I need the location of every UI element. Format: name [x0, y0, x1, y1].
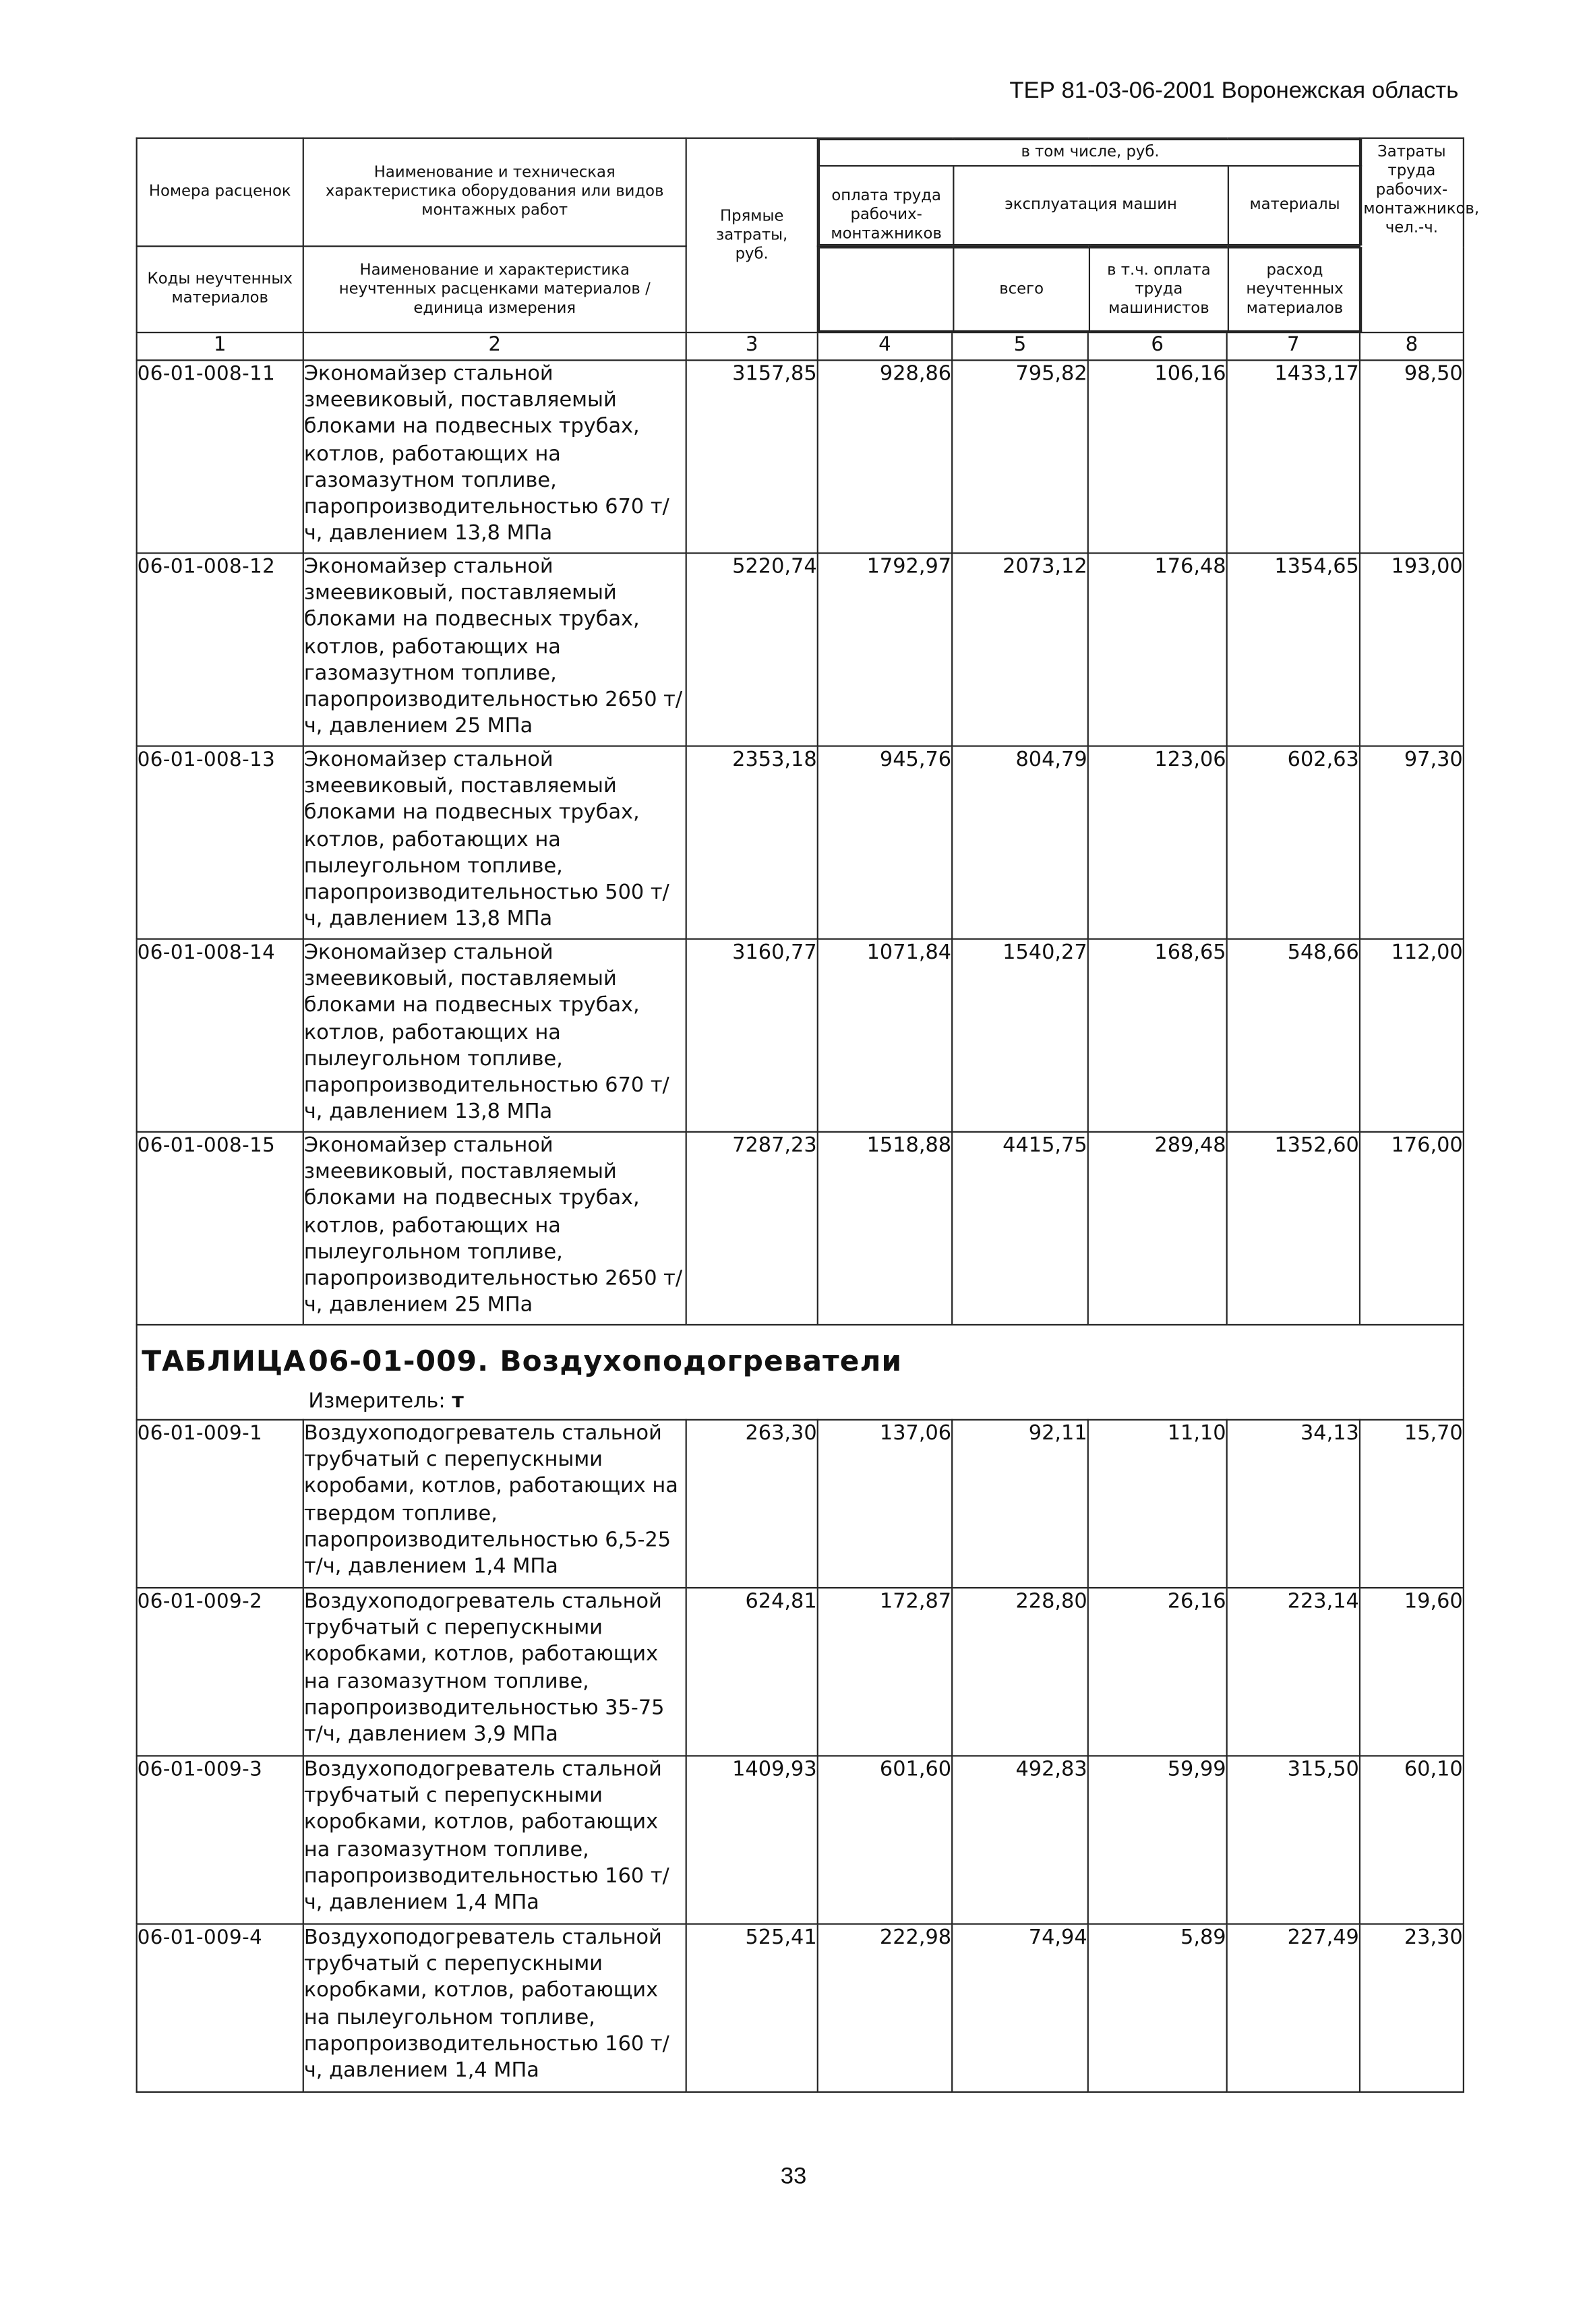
materials-cost: 602,63: [1227, 746, 1360, 939]
col1-bottom-header: Коды неучтенных материалов: [137, 246, 303, 332]
page-number: 33: [780, 2164, 807, 2190]
materials-cost: 1433,17: [1227, 360, 1360, 553]
materials-cost: 227,49: [1227, 1924, 1360, 2092]
column-number: 7: [1227, 332, 1360, 360]
table-header: [137, 138, 1480, 332]
rate-code: 06-01-009-3: [137, 1756, 303, 1924]
labor-hours: 19,60: [1360, 1588, 1464, 1756]
column-number: 4: [818, 332, 952, 360]
materials-cost: 34,13: [1227, 1420, 1360, 1588]
table-row: [137, 1132, 1464, 1325]
column-number: 2: [303, 332, 686, 360]
direct-cost: 624,81: [686, 1588, 818, 1756]
col2-bottom-header: Наименование и характеристика неучтенных расценками материалов / единица измерения: [303, 246, 686, 332]
machines-total: 804,79: [952, 746, 1088, 939]
machinist-labor: 59,99: [1088, 1756, 1227, 1924]
labor-cost: 1071,84: [818, 939, 952, 1132]
column-number: 6: [1088, 332, 1227, 360]
machines-total: 4415,75: [952, 1132, 1088, 1325]
table-title: Воздухоподогреватели: [500, 1344, 903, 1379]
measure-row: [137, 1387, 1464, 1420]
rate-code: 06-01-008-13: [137, 746, 303, 939]
machines-header: эксплуатация машин: [953, 166, 1228, 245]
table-label: ТАБЛИЦА: [142, 1344, 307, 1379]
labor-cost: 137,06: [818, 1420, 952, 1588]
included-group-header: [818, 138, 1360, 246]
materials-cost: 1352,60: [1227, 1132, 1360, 1325]
materials-cost: 1354,65: [1227, 553, 1360, 746]
labor-hours: 176,00: [1360, 1132, 1464, 1325]
column-number: 8: [1360, 332, 1464, 360]
machinist-labor: 289,48: [1088, 1132, 1227, 1325]
materials-header: материалы: [1228, 166, 1361, 245]
materials-cost: 315,50: [1227, 1756, 1360, 1924]
rate-code: 06-01-008-11: [137, 360, 303, 553]
table-row: [137, 1756, 1464, 1924]
machinist-labor: 123,06: [1088, 746, 1227, 939]
measure-unit: т: [452, 1390, 464, 1414]
rate-code: 06-01-009-1: [137, 1420, 303, 1588]
table-row: [137, 553, 1464, 746]
col6-header: в т.ч. оплата труда машинистов: [1089, 247, 1228, 331]
direct-cost: 1409,93: [686, 1756, 818, 1924]
rate-code: 06-01-008-14: [137, 939, 303, 1132]
direct-cost: 2353,18: [686, 746, 818, 939]
labor-hours: 98,50: [1360, 360, 1464, 553]
rate-name: Экономайзер стальной змеевиковый, поставляемый блоками на подвесных трубах, котлов, работающих на пылеугольном топливе, паропроизводительностью 670 т/ч, давлением 13,8 МПа: [303, 939, 686, 1132]
labor-hours: 193,00: [1360, 553, 1464, 746]
machines-total: 795,82: [952, 360, 1088, 553]
table-row: [137, 1924, 1464, 2092]
direct-cost: 3160,77: [686, 939, 818, 1132]
labor-cost: 1792,97: [818, 553, 952, 746]
col5-header: всего: [953, 247, 1089, 331]
labor-cost: 172,87: [818, 1588, 952, 1756]
rate-code: 06-01-009-2: [137, 1588, 303, 1756]
table-row: [137, 1588, 1464, 1756]
labor-hours: 60,10: [1360, 1756, 1464, 1924]
materials-cost: 548,66: [1227, 939, 1360, 1132]
col8-header: Затраты труда рабочих-монтажников, чел.-ч.: [1360, 138, 1464, 332]
measure-label: Измеритель:: [308, 1390, 446, 1414]
machines-total: 228,80: [952, 1588, 1088, 1756]
machinist-labor: 26,16: [1088, 1588, 1227, 1756]
included-header: в том числе, руб.: [819, 140, 1361, 166]
table-row: [137, 939, 1464, 1132]
labor-cost: 1518,88: [818, 1132, 952, 1325]
rate-name: Экономайзер стальной змеевиковый, поставляемый блоками на подвесных трубах, котлов, работающих на газомазутном топливе, паропроизводительностью 670 т/ч, давлением 13,8 МПа: [303, 360, 686, 553]
machines-total: 492,83: [952, 1756, 1088, 1924]
table-title-row: [137, 1325, 1464, 1387]
rate-code: 06-01-009-4: [137, 1924, 303, 2092]
labor-hours: 112,00: [1360, 939, 1464, 1132]
labor-hours: 23,30: [1360, 1924, 1464, 2092]
column-number: 5: [952, 332, 1088, 360]
col3-header: Прямые затраты, руб.: [686, 138, 818, 332]
labor-cost: 222,98: [818, 1924, 952, 2092]
column-number: 3: [686, 332, 818, 360]
table-code: 06-01-009.: [308, 1344, 489, 1379]
machinist-labor: 106,16: [1088, 360, 1227, 553]
direct-cost: 525,41: [686, 1924, 818, 2092]
direct-cost: 7287,23: [686, 1132, 818, 1325]
column-numbers-row: [137, 332, 1464, 360]
machines-total: 74,94: [952, 1924, 1088, 2092]
machines-total: 92,11: [952, 1420, 1088, 1588]
labor-cost: 928,86: [818, 360, 952, 553]
column-number: 1: [137, 332, 303, 360]
machines-total: 1540,27: [952, 939, 1088, 1132]
col7-header: расход неучтенных материалов: [1228, 247, 1361, 331]
direct-cost: 3157,85: [686, 360, 818, 553]
machinist-labor: 5,89: [1088, 1924, 1227, 2092]
labor-hours: 97,30: [1360, 746, 1464, 939]
direct-cost: 5220,74: [686, 553, 818, 746]
document-header: ТЕР 81-03-06-2001 Воронежская область: [1009, 79, 1459, 104]
labor-cost: 945,76: [818, 746, 952, 939]
machinist-labor: 168,65: [1088, 939, 1227, 1132]
col2-top-header: Наименование и техническая характеристика оборудования или видов монтажных работ: [303, 138, 686, 246]
rates-table: [136, 138, 1480, 2093]
table-row: [137, 746, 1464, 939]
direct-cost: 263,30: [686, 1420, 818, 1588]
rate-name: Экономайзер стальной змеевиковый, поставляемый блоками на подвесных трубах, котлов, работающих на пылеугольном топливе, паропроизводительностью 2650 т/ч, давлением 25 МПа: [303, 1132, 686, 1325]
machinist-labor: 176,48: [1088, 553, 1227, 746]
table-row: [137, 1420, 1464, 1588]
table-row: [137, 360, 1464, 553]
rate-name: Воздухоподогреватель стальной трубчатый с перепускными коробками, котлов, работающих на газомазутном топливе, паропроизводительностью 160 т/ч, давлением 1,4 МПа: [303, 1756, 686, 1924]
machines-total: 2073,12: [952, 553, 1088, 746]
materials-cost: 223,14: [1227, 1588, 1360, 1756]
rate-name: Воздухоподогреватель стальной трубчатый с перепускными коробками, котлов, работающих на газомазутном топливе, паропроизводительностью 35-75 т/ч, давлением 3,9 МПа: [303, 1588, 686, 1756]
machinist-labor: 11,10: [1088, 1420, 1227, 1588]
rate-name: Воздухоподогреватель стальной трубчатый с перепускными коробками, котлов, работающих на пылеугольном топливе, паропроизводительностью 160 т/ч, давлением 1,4 МПа: [303, 1924, 686, 2092]
col4-header: оплата труда рабочих-монтажников: [819, 166, 953, 245]
labor-cost: 601,60: [818, 1756, 952, 1924]
rate-code: 06-01-008-12: [137, 553, 303, 746]
labor-hours: 15,70: [1360, 1420, 1464, 1588]
rate-name: Воздухоподогреватель стальной трубчатый с перепускными коробами, котлов, работающих на твердом топливе, паропроизводительностью 6,5-25 т/ч, давлением 1,4 МПа: [303, 1420, 686, 1588]
rate-name: Экономайзер стальной змеевиковый, поставляемый блоками на подвесных трубах, котлов, работающих на пылеугольном топливе, паропроизводительностью 500 т/ч, давлением 13,8 МПа: [303, 746, 686, 939]
rate-code: 06-01-008-15: [137, 1132, 303, 1325]
rate-name: Экономайзер стальной змеевиковый, поставляемый блоками на подвесных трубах, котлов, работающих на газомазутном топливе, паропроизводительностью 2650 т/ч, давлением 25 МПа: [303, 553, 686, 746]
col1-top-header: Номера расценок: [137, 138, 303, 246]
